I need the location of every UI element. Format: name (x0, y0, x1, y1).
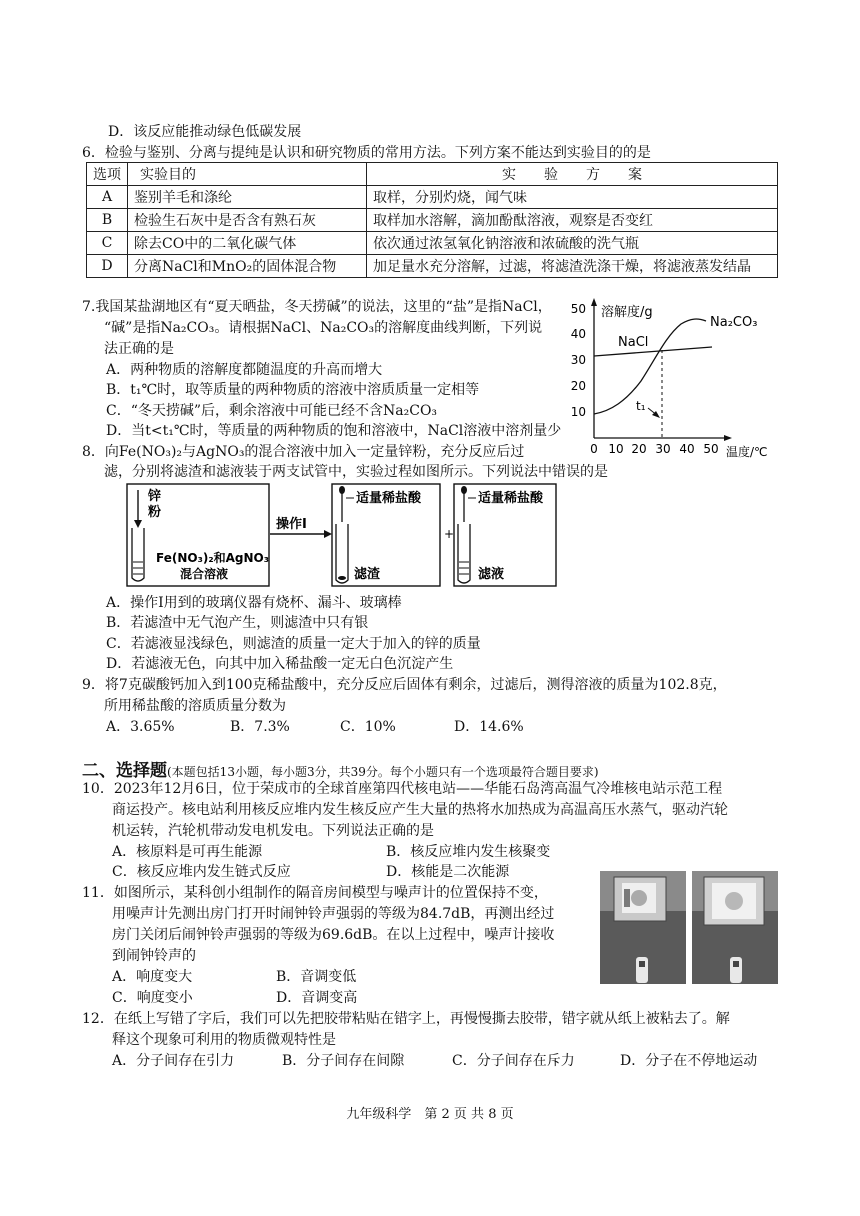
q10-option-a: A．核原料是可再生能源 (112, 844, 263, 860)
page-footer: 九年级科学 第 2 页 共 8 页 (346, 1107, 514, 1122)
q10-stem-2: 商运投产。核电站利用核反应堆内发生核反应产生大量的热将水加热成为高温高压水蒸气，驱动汽轮 (112, 802, 728, 818)
t1-label: t₁ (636, 399, 646, 413)
test-tube-icon (336, 524, 348, 583)
table-cell: 除去CO中的二氧化碳气体 (128, 232, 367, 255)
table-cell: 依次通过浓氢氧化钠溶液和浓硫酸的洗气瓶 (367, 232, 778, 255)
x-tick-label: 10 (608, 442, 624, 456)
table-cell: 检验生石灰中是否含有熟石灰 (128, 209, 367, 232)
sound-meter-icon (730, 957, 742, 983)
x-tick-label: 30 (655, 442, 671, 456)
alarm-clock-icon (631, 890, 647, 906)
y-tick-label: 30 (570, 353, 586, 367)
zinc-label-1: 锌 (148, 489, 162, 504)
plus-sign: + (444, 527, 455, 541)
y-tick-label: 40 (570, 327, 586, 341)
table-cell: 取样，分别灼烧，闻气味 (367, 186, 778, 209)
q10-stem-3: 机运转，汽轮机带动发电机发电。下列说法正确的是 (112, 823, 434, 839)
q11-stem-4: 到闹钟铃声的 (112, 948, 196, 964)
q10-option-d: D．核能是二次能源 (386, 864, 510, 880)
q5-option-d: D．该反应能推动绿色低碳发展 (108, 124, 302, 140)
q8-option-d: D．若滤液无色，向其中加入稀盐酸一定无白色沉淀产生 (106, 656, 454, 672)
section-title (82, 756, 599, 781)
q9-stem-1: 9．将7克碳酸钙加入到100克稀盐酸中，充分反应后固体有剩余，过滤后，测得溶液的质量为102.8克， (82, 677, 727, 693)
sound-meter-icon (636, 957, 648, 983)
q7-option-b: B．t₁℃时，取等质量的两种物质的溶液中溶质质量一定相等 (106, 382, 480, 398)
table-row (87, 186, 778, 209)
q7-stem-3: 法正确的是 (104, 341, 174, 357)
table-cell: B (87, 209, 128, 232)
table-header-cell: 实验目的 (128, 163, 367, 186)
q10-option-c: C．核反应堆内发生链式反应 (112, 864, 291, 880)
table-header-cell: 选项 (87, 163, 128, 186)
q8-option-a: A．操作Ⅰ用到的玻璃仪器有烧杯、漏斗、玻璃棒 (106, 595, 402, 611)
residue-label: 滤渣 (354, 567, 381, 582)
q7-option-a: A．两种物质的溶解度都随温度的升高而增大 (106, 362, 383, 378)
q12-stem-2: 释这个现象可利用的物质微观特性是 (112, 1032, 336, 1048)
table-header-row (87, 163, 778, 186)
q8-option-c: C．若滤液显浅绿色，则滤渣的质量一定大于加入的锌的质量 (106, 636, 481, 652)
q11-stem-3: 房门关闭后闹钟铃声强弱的等级为69.6dB。在以上过程中，噪声计接收 (112, 927, 555, 943)
q11-option-b: B．音调变低 (276, 969, 357, 985)
filtrate-label: 滤液 (478, 567, 505, 582)
x-tick-label: 20 (631, 442, 647, 456)
q12-option-d: D．分子在不停地运动 (620, 1053, 758, 1069)
na2co3-label: Na₂CO₃ (710, 315, 758, 330)
q6-stem: 6．检验与鉴别、分离与提纯是认识和研究物质的常用方法。下列方案不能达到实验目的的是 (82, 145, 651, 161)
table-row (87, 209, 778, 232)
na2co3-curve (594, 319, 706, 414)
q12-option-b: B．分子间存在间隙 (282, 1053, 405, 1069)
q7-stem-2: “碱”是指Na₂CO₃。请根据NaCl、Na₂CO₃的溶解度曲线判断，下列说 (104, 320, 543, 336)
x-tick-label: 50 (703, 442, 719, 456)
x-axis-label: 温度/℃ (726, 445, 768, 459)
arrow-down-icon (134, 520, 142, 528)
q9-option-a: A．3.65% (106, 719, 175, 735)
table-header-cell: 实 验 方 案 (367, 163, 778, 186)
table-cell: D (87, 255, 128, 278)
x-tick-label: 40 (679, 442, 695, 456)
y-axis-label: 溶解度/g (601, 305, 653, 320)
q10-stem-1: 10．2023年12月6日，位于荣成市的全球首座第四代核电站——华能石岛湾高温气冷堆核电站示范工程 (82, 781, 723, 797)
q7-option-c: C．“冬天捞碱”后，剩余溶液中可能已经不含Na₂CO₃ (106, 403, 438, 419)
q9-option-d: D．14.6% (454, 719, 524, 735)
solubility-chart (566, 296, 788, 462)
q12-option-c: C．分子间存在斥力 (452, 1053, 575, 1069)
solution-label-2: 混合溶液 (180, 567, 229, 581)
soundproof-room-photos (600, 871, 778, 984)
table-row (87, 255, 778, 278)
q11-option-c: C．响度变小 (112, 990, 193, 1006)
q8-stem-2: 滤，分别将滤渣和滤液装于两支试管中，实验过程如图所示。下列说法中错误的是 (104, 464, 608, 480)
table-cell: 鉴别羊毛和涤纶 (128, 186, 367, 209)
operation-label: 操作Ⅰ (276, 517, 307, 532)
zinc-label-2: 粉 (148, 505, 162, 520)
q9-option-c: C．10% (340, 719, 396, 735)
table-cell: 加足量水充分溶解，过滤，将滤渣洗涤干燥，将滤液蒸发结晶 (367, 255, 778, 278)
table-cell: A (87, 186, 128, 209)
q12-option-a: A．分子间存在引力 (112, 1053, 235, 1069)
q8-option-b: B．若滤渣中无气泡产生，则滤渣中只有银 (106, 615, 369, 631)
q7-option-d: D．当t<t₁℃时，等质量的两种物质的饱和溶液中，NaCl溶液中溶剂量少 (106, 423, 562, 439)
y-tick-label: 20 (570, 379, 586, 393)
table-row (87, 232, 778, 255)
q11-stem-1: 11．如图所示，某科创小组制作的隔音房间模型与噪声计的位置保持不变， (82, 885, 548, 901)
table-cell: 取样加水溶解，滴加酚酞溶液，观察是否变红 (367, 209, 778, 232)
nacl-curve (594, 347, 712, 356)
q7-stem-1: 7.我国某盐湖地区有“夏天晒盐，冬天捞碱”的说法，这里的“盐”是指NaCl， (82, 299, 552, 315)
y-tick-label: 50 (570, 302, 586, 316)
q12-stem-1: 12．在纸上写错了字后，我们可以先把胶带粘贴在错字上，再慢慢撕去胶带，错字就从纸上被粘去了。解 (82, 1011, 730, 1027)
q8-stem-1: 8．向Fe(NO₃)₂与AgNO₃的混合溶液中加入一定量锌粉，充分反应后过 (82, 444, 525, 460)
q6-table (86, 162, 778, 278)
acid-label-2: 适量稀盐酸 (478, 491, 544, 506)
solution-label-1: Fe(NO₃)₂和AgNO₃ (156, 551, 269, 565)
q11-option-a: A．响度变大 (112, 969, 193, 985)
q9-stem-2: 所用稀盐酸的溶质质量分数为 (104, 698, 286, 714)
q11-stem-2: 用噪声计先测出房门打开时闹钟铃声强弱的等级为84.7dB，再测出经过 (112, 906, 555, 922)
q11-option-d: D．音调变高 (276, 990, 358, 1006)
table-cell: C (87, 232, 128, 255)
q9-option-b: B．7.3% (230, 719, 290, 735)
acid-label-1: 适量稀盐酸 (356, 491, 422, 506)
test-tube-icon (132, 528, 144, 581)
q10-option-b: B．核反应堆内发生核聚变 (386, 844, 551, 860)
x-tick-label: 0 (590, 442, 598, 456)
q8-experiment-figure (124, 482, 560, 590)
y-tick-label: 10 (570, 405, 586, 419)
table-cell: 分离NaCl和MnO₂的固体混合物 (128, 255, 367, 278)
dropper-icon (461, 486, 467, 494)
arrow-right-icon (324, 530, 332, 538)
section-note: (本题包括13小题，每小题3分，共39分。每个小题只有一个选项最符合题目要求) (167, 765, 599, 779)
dropper-icon (339, 486, 345, 494)
nacl-label: NaCl (618, 335, 649, 350)
section-heading: 二、选择题 (82, 761, 167, 781)
